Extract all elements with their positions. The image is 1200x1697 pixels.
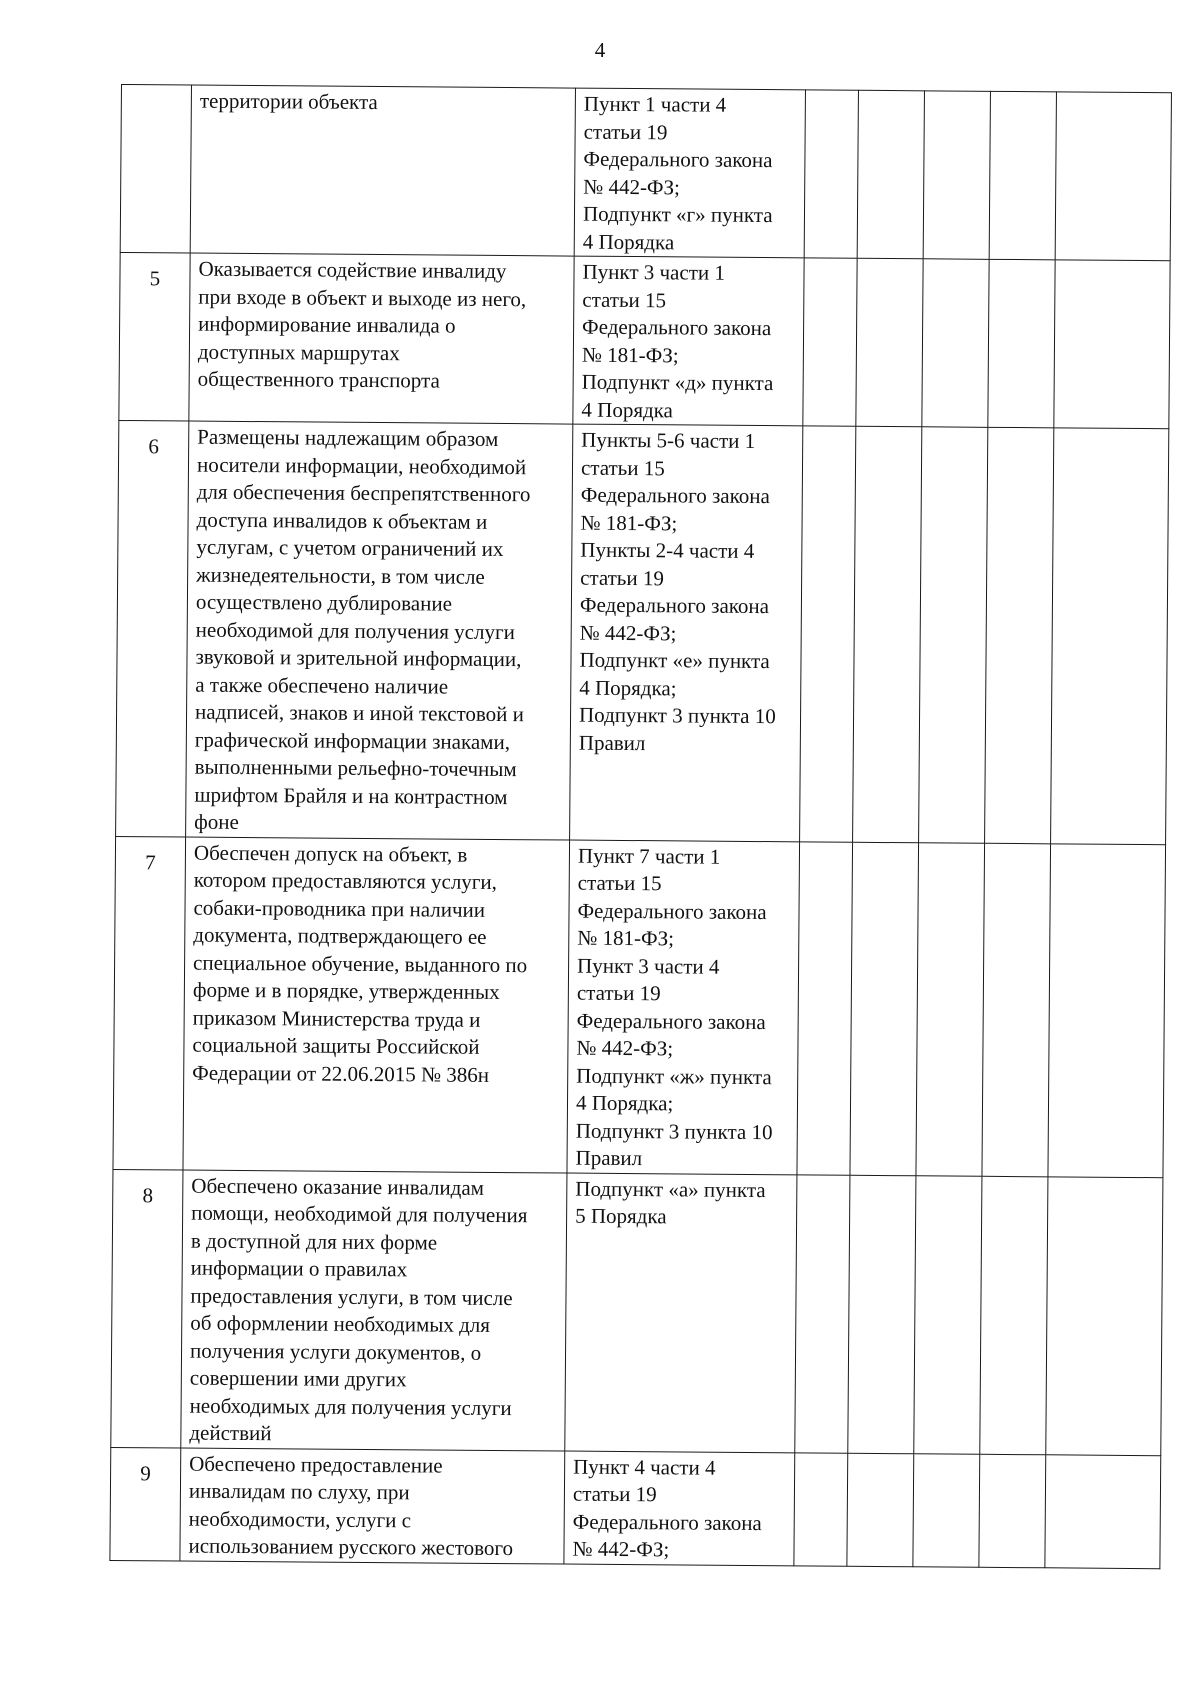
requirement-line: использованием русского жестового <box>188 1533 514 1561</box>
requirement-line: собаки-проводника при наличии <box>193 895 486 922</box>
legal-basis-line: Правил <box>578 730 646 755</box>
legal-basis-line: Пункты 2-4 части 4 <box>580 537 755 563</box>
legal-basis-line: статьи 15 <box>577 870 662 896</box>
requirement-line: специальное обучение, выданного по <box>193 950 528 977</box>
requirement-line: Обеспечен допуск на объект, в <box>193 840 468 867</box>
blank-cell <box>1054 260 1170 429</box>
requirement-line: услугам, с учетом ограничений их <box>196 534 504 562</box>
legal-basis-cell <box>565 1173 797 1453</box>
legal-basis-line: Пункт 3 части 1 <box>582 259 726 285</box>
legal-basis-line: Федерального закона <box>583 146 773 173</box>
blank-cell <box>803 258 857 426</box>
requirement-line: получения услуги документов, о <box>189 1338 482 1365</box>
legal-basis-line: 4 Порядка; <box>575 1090 674 1116</box>
row-number: 7 <box>113 836 186 1170</box>
table-row <box>116 420 1169 844</box>
blank-cell <box>853 426 922 842</box>
legal-basis-line: Пункт 4 части 4 <box>573 1454 716 1480</box>
legal-basis-line: 4 Порядка <box>582 229 675 254</box>
requirement-line: совершении ими других <box>189 1365 407 1392</box>
blank-cell <box>922 259 989 428</box>
legal-basis-line: статьи 15 <box>580 455 665 480</box>
legal-basis-line: Федерального закона <box>582 314 772 341</box>
legal-basis-line: № 181-ФЗ; <box>577 925 675 951</box>
requirement-cell <box>190 85 575 256</box>
requirement-line: доступа инвалидов к объектам и <box>196 507 488 534</box>
requirement-line: социальной защиты Российской <box>192 1032 480 1059</box>
requirement-line: доступных маршрутах <box>197 339 400 365</box>
requirement-cell <box>183 837 570 1173</box>
requirement-line: документа, подтверждающего ее <box>193 922 487 949</box>
legal-basis-line: Подпункт «е» пункта <box>579 647 770 674</box>
blank-cell <box>914 1175 982 1454</box>
requirement-line: общественного транспорта <box>197 366 440 393</box>
blank-cell <box>980 1176 1048 1455</box>
blank-cell <box>1046 1176 1163 1455</box>
blank-cell <box>913 1453 980 1567</box>
legal-basis-line: Пункт 3 части 4 <box>576 953 720 979</box>
table-row <box>119 252 1170 428</box>
requirement-line: территории объекта <box>199 88 378 115</box>
requirement-line: действий <box>189 1420 272 1446</box>
requirement-line: приказом Министерства труда и <box>192 1005 481 1032</box>
legal-basis-line: 5 Порядка <box>575 1203 667 1229</box>
legal-basis-line: Подпункт 3 пункта 10 <box>575 1118 773 1144</box>
row-number: 6 <box>116 420 189 836</box>
legal-basis-line: № 442-ФЗ; <box>576 1035 674 1061</box>
blank-cell <box>804 90 858 258</box>
legal-basis-line: статьи 19 <box>580 565 665 590</box>
blank-cell <box>923 91 990 260</box>
requirement-line: Размещены надлежащим образом <box>197 424 499 451</box>
blank-cell <box>856 258 923 427</box>
legal-basis-line: № 181-ФЗ; <box>581 342 679 367</box>
blank-cell <box>1048 843 1166 1177</box>
requirement-line: информирование инвалида о <box>198 311 456 338</box>
blank-cell <box>1045 1454 1161 1568</box>
requirement-cell <box>186 421 573 840</box>
requirement-line: котором предоставляются услуги, <box>193 867 498 894</box>
legal-basis-line: Пункт 1 части 4 <box>583 91 727 117</box>
legal-basis-cell <box>567 840 800 1175</box>
legal-basis-line: Федерального закона <box>576 1008 766 1034</box>
requirement-line: Обеспечено оказание инвалидам <box>191 1173 485 1200</box>
requirement-line: в доступной для них форме <box>190 1228 438 1255</box>
legal-basis-line: Пункты 5-6 части 1 <box>581 427 756 453</box>
requirement-line: а также обеспечено наличие <box>195 672 449 699</box>
requirement-line: помощи, необходимой для получения <box>191 1200 528 1228</box>
requirement-line: носители информации, необходимой <box>196 452 527 479</box>
legal-basis-line: статьи 15 <box>582 287 667 312</box>
requirement-line: информации о правилах <box>190 1255 408 1282</box>
blank-cell <box>982 843 1051 1177</box>
requirement-line: необходимости, услуги с <box>188 1506 412 1532</box>
requirement-line: фоне <box>194 809 239 834</box>
blank-cell <box>916 842 985 1176</box>
legal-basis-line: Подпункт «д» пункта <box>581 369 774 396</box>
table-row <box>110 1447 1161 1568</box>
requirement-line: надписей, знаков и иной текстовой и <box>194 699 525 727</box>
blank-cell <box>850 842 919 1176</box>
requirement-line: Оказывается содействие инвалиду <box>198 256 507 284</box>
requirement-cell <box>189 253 574 424</box>
blank-cell <box>989 91 1056 260</box>
legal-basis-cell <box>564 1451 795 1566</box>
blank-cell <box>857 90 924 259</box>
legal-basis-line: статьи 19 <box>576 980 661 1006</box>
blank-cell <box>1051 428 1169 844</box>
legal-basis-line: Федерального закона <box>577 898 767 924</box>
legal-basis-line: Подпункт «г» пункта <box>582 201 773 228</box>
legal-basis-line: Подпункт 3 пункта 10 <box>578 702 776 729</box>
legal-basis-line: статьи 19 <box>583 119 668 144</box>
blank-cell <box>988 259 1055 428</box>
requirement-line: жизнедеятельности, в том числе <box>196 562 485 589</box>
blank-cell <box>848 1175 916 1454</box>
table-row <box>111 1169 1163 1455</box>
page-number: 4 <box>594 38 606 62</box>
requirement-line: при входе в объект и выходе из него, <box>198 284 527 311</box>
requirement-line: графической информации знаками, <box>194 727 511 754</box>
blank-cell <box>1055 92 1171 261</box>
requirement-line: об оформлении необходимых для <box>190 1310 491 1337</box>
requirement-cell <box>181 1170 567 1451</box>
row-number <box>120 85 191 254</box>
legal-basis-line: № 442-ФЗ; <box>572 1536 670 1562</box>
blank-cell <box>979 1454 1046 1568</box>
row-number: 5 <box>119 252 190 421</box>
requirement-line: необходимых для получения услуги <box>189 1393 512 1420</box>
requirement-line: Федерации от 22.06.2015 № 386н <box>192 1060 490 1087</box>
legal-basis-line: 4 Порядка <box>581 397 674 422</box>
requirement-line: Обеспечено предоставление <box>189 1451 443 1478</box>
table-row <box>113 836 1166 1177</box>
legal-basis-line: Подпункт «а» пункта <box>575 1176 766 1202</box>
legal-basis-line: № 181-ФЗ; <box>580 510 678 535</box>
requirements-table <box>109 84 1172 1569</box>
blank-cell <box>847 1453 914 1567</box>
legal-basis-line: статьи 19 <box>572 1481 657 1507</box>
blank-cell <box>800 426 856 842</box>
row-number: 9 <box>110 1447 181 1561</box>
legal-basis-line: № 442-ФЗ; <box>579 620 677 645</box>
legal-basis-line: Правил <box>575 1145 643 1171</box>
requirement-line: предоставления услуги, в том числе <box>190 1283 513 1310</box>
blank-cell <box>797 841 853 1174</box>
requirement-cell <box>180 1448 565 1564</box>
requirement-line: инвалидам по слуху, при <box>188 1478 410 1505</box>
legal-basis-cell <box>574 88 805 258</box>
blank-cell <box>985 427 1054 843</box>
requirement-line: выполненными рельефно-точечным <box>194 754 517 782</box>
blank-cell <box>919 427 988 843</box>
requirement-line: шрифтом Брайля и на контрастном <box>194 782 508 809</box>
legal-basis-cell <box>570 424 803 841</box>
table-row <box>120 85 1171 261</box>
requirement-line: осуществлено дублирование <box>195 589 453 616</box>
legal-basis-line: Федерального закона <box>580 482 770 509</box>
legal-basis-line: 4 Порядка; <box>579 675 677 700</box>
requirement-line: для обеспечения беспрепятственного <box>196 479 531 507</box>
requirement-line: необходимой для получения услуги <box>195 617 515 644</box>
legal-basis-line: № 442-ФЗ; <box>583 174 681 199</box>
row-number: 8 <box>111 1169 183 1448</box>
legal-basis-line: Подпункт «ж» пункта <box>576 1063 772 1089</box>
legal-basis-line: Федерального закона <box>572 1509 762 1535</box>
legal-basis-line: Пункт 7 части 1 <box>577 843 721 869</box>
legal-basis-line: Федерального закона <box>579 592 770 619</box>
requirement-line: звуковой и зрительной информации, <box>195 644 522 672</box>
blank-cell <box>794 1452 848 1565</box>
legal-basis-cell <box>573 256 804 426</box>
blank-cell <box>795 1174 850 1452</box>
requirement-line: форме и в порядке, утвержденных <box>192 977 500 1005</box>
